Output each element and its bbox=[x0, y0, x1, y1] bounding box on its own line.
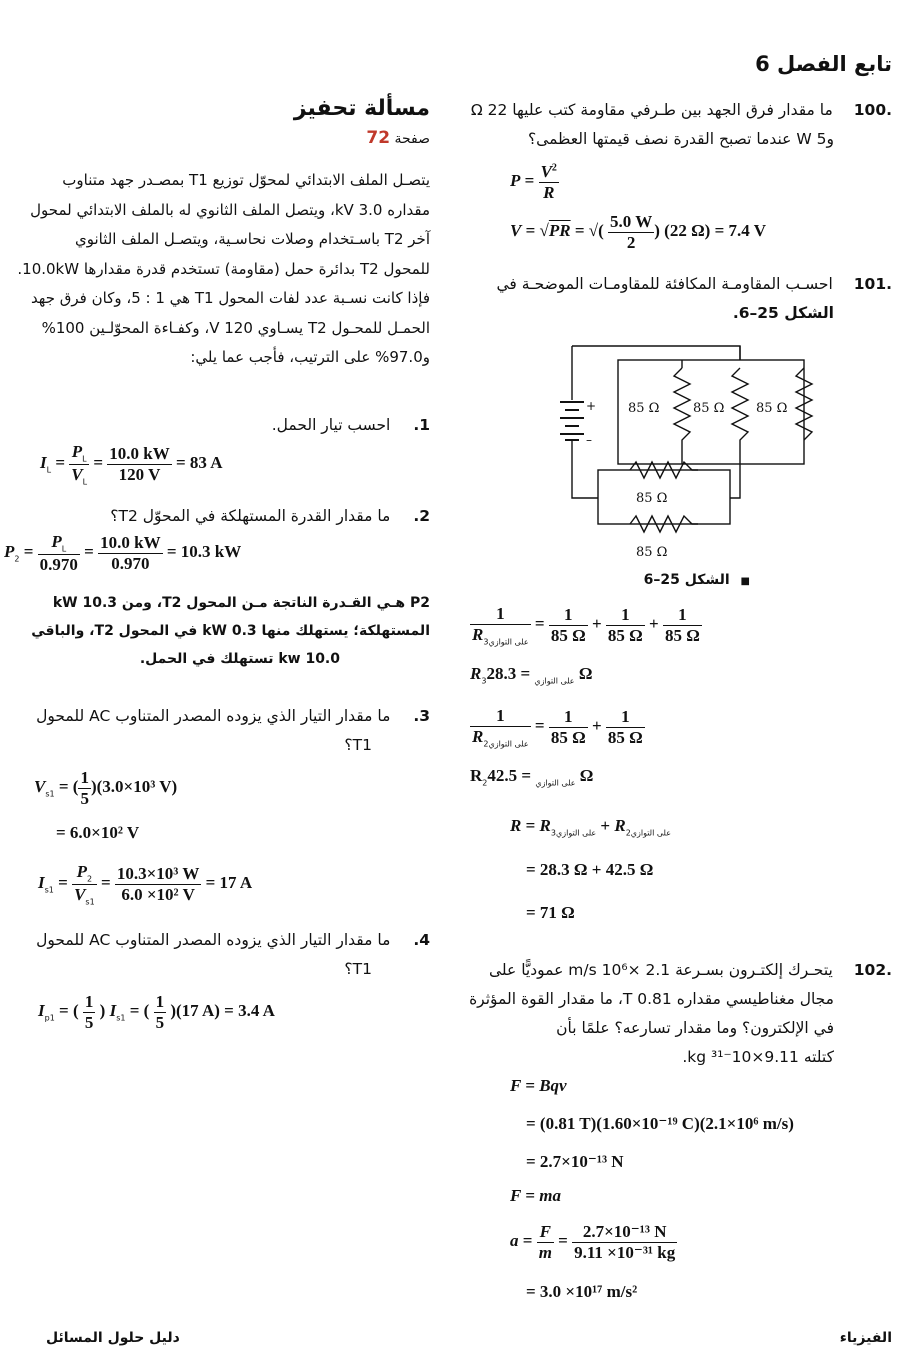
parallel-label: على التوازي bbox=[555, 828, 597, 838]
equation-r3-reciprocal: $\frac{1}{R_{3على التوازي}}$ = $\frac{1}{85 \Omega}$ + $\frac{1}{85 \Omega}$ + $\frac{1}{85 \Omega}$ bbox=[472, 604, 700, 646]
sub-question-text-2: T1؟ bbox=[344, 736, 372, 754]
question-100 bbox=[462, 96, 892, 154]
parallel-label: على التوازي bbox=[630, 828, 671, 838]
caption-text: الشكل 25–6 bbox=[643, 572, 730, 588]
sub-question-number: 2. bbox=[413, 507, 430, 525]
eq1-result: = 83 A bbox=[176, 452, 223, 472]
sub-question-number: 3. bbox=[413, 707, 430, 725]
r2-value: = 42.5 Ω bbox=[487, 766, 594, 785]
equation-secondary-current: $I_{s1}$ = $\frac{P_2}{V_{s1}}$ = $\frac{\text{10.3×10³ W}}{\text{6.0 ×10² V}}$ = 17 A bbox=[38, 862, 253, 906]
eq3a: (3.0×10³ V) bbox=[96, 776, 178, 796]
intro-line: الحمـل للمحـول T2 يسـاوي 120 V، وكفـاءة المحوّلـين 100% bbox=[41, 318, 430, 337]
question-text: في الإلكترون؟ وما مقدار تسارعه؟ علمًا بأن bbox=[556, 1019, 834, 1037]
intro-line: مقداره 3.0 kV، ويتصل الملف الثانوي له بالملف الابتدائي لمحول bbox=[30, 200, 430, 219]
intro-line: و97.0% على الترتيب، فأجب عما يلي: bbox=[190, 348, 430, 366]
equation-r-total: = 71 Ω bbox=[526, 903, 575, 922]
equation-acceleration: a = $\frac{F}{m}$ = $\frac{\text{2.7×10⁻¹³ N}}{\text{9.11 ×10⁻³¹ kg}}$ bbox=[510, 1222, 676, 1262]
eq2-result: = 10.3 kW bbox=[166, 541, 242, 561]
sub-question-2 bbox=[110, 502, 430, 531]
battery-plus-sign: + bbox=[586, 399, 597, 413]
parallel-label: على التوازي bbox=[488, 636, 529, 646]
challenge-page-ref bbox=[366, 128, 430, 148]
equation-force-formula: F = Bqv bbox=[510, 1076, 567, 1095]
question-number: .101 bbox=[853, 275, 892, 293]
challenge-intro bbox=[0, 166, 430, 373]
question-text: ما مقدار فرق الجهد بين طـرفي مقاومة كتب عليها 22 Ω bbox=[470, 101, 833, 119]
intro-line: للمحول T2 بدائرة حمل (مقاومة) تستخدم قدرة مقدارها 10.0kW. bbox=[17, 259, 430, 278]
equation-r2-reciprocal: $\frac{1}{R_{2على التوازي}}$ = $\frac{1}{85 \Omega}$ + $\frac{1}{85 \Omega}$ bbox=[472, 706, 643, 748]
sub-question-text: ما مقدار التيار الذي يزوده المصدر المتناوب AC للمحول bbox=[36, 707, 391, 725]
equation-primary-current: $I_{p1}$ = ( $\frac{1}{5}$ ) $I_{s1}$ = ( $\frac{1}{5}$ )(17 A) = 3.4 A bbox=[38, 992, 275, 1032]
page-number: 72 bbox=[366, 128, 391, 148]
equation-force-result: = 2.7×10⁻¹³ N bbox=[526, 1152, 624, 1171]
question-text: يتحـرك إلكتـرون بسـرعة 2.1 ×10⁶ m/s عموديًّا على bbox=[488, 961, 833, 979]
eq3c-result: = 17 A bbox=[205, 872, 253, 892]
resistor-label: 85 Ω bbox=[756, 401, 788, 416]
circuit-diagram bbox=[550, 340, 820, 570]
equation-r2-result: $R_2$ $_{على التوازي}$ = 42.5 Ω bbox=[470, 766, 594, 788]
question-101 bbox=[462, 270, 892, 328]
equation-load-current: $I_L$ = $\frac{P_L}{V_L}$ = $\frac{10.0 kW}{120 V}$ = 83 A bbox=[40, 442, 223, 486]
question-text: مجال مغناطيسي مقداره 0.81 T، ما مقدار القوة المؤثرة bbox=[469, 990, 834, 1008]
question-number: .100 bbox=[853, 101, 892, 119]
sub-question-text: ما مقدار القدرة المستهلكة في المحوّل T2؟ bbox=[110, 507, 391, 525]
page-label: صفحة bbox=[394, 131, 430, 147]
equation-r-sum: $R = R_{3على التوازي} + R_{2على التوازي}$ bbox=[510, 816, 671, 838]
intro-line: فإذا كانت نسـبة عدد لفات المحول T1 هي 1 : 5، وكان فرق جهد bbox=[30, 289, 430, 307]
footer-subject: الفيزياء bbox=[839, 1330, 892, 1346]
sub-question-4 bbox=[36, 926, 430, 984]
battery-minus-sign: – bbox=[586, 433, 592, 447]
note-line: 10.0 kw تستهلك في الحمل. bbox=[139, 651, 340, 667]
sub-question-text: احسب تيار الحمل. bbox=[271, 416, 391, 434]
equation-force-values: = (0.81 T)(1.60×10⁻¹⁹ C)(2.1×10⁶ m/s) bbox=[526, 1114, 794, 1133]
equation-power-formula: P = $\frac{V^2}{R}$ bbox=[510, 162, 557, 202]
chapter-header: تابع الفصل 6 bbox=[755, 52, 892, 76]
sub-question-1 bbox=[272, 411, 430, 440]
question-text: كتلته 9.11×10⁻³¹ kg. bbox=[682, 1048, 834, 1066]
r3-value: = 28.3 Ω bbox=[486, 664, 593, 683]
sub-question-number: 1. bbox=[413, 416, 430, 434]
power-note bbox=[0, 589, 430, 673]
resistor-label: 85 Ω bbox=[636, 491, 668, 506]
parallel-label: على التوازي bbox=[535, 778, 576, 788]
equation-voltage: V = √PR = √( $\frac{5.0 W}{2}$ ) (22 Ω) = 7.4 V bbox=[510, 212, 767, 252]
figure-caption bbox=[644, 572, 750, 588]
equation-newton-second-law: F = ma bbox=[510, 1186, 561, 1205]
question-text: احسـب المقاومـة المكافئة للمقاومـات الموضحـة في bbox=[496, 275, 833, 293]
footer-guide: دليل حلول المسائل bbox=[46, 1330, 180, 1346]
sub-question-3 bbox=[36, 702, 430, 760]
equation-secondary-voltage-result: = 6.0×10² V bbox=[56, 823, 140, 842]
sub-question-text: ما مقدار التيار الذي يزوده المصدر المتناوب AC للمحول bbox=[36, 931, 391, 949]
parallel-label: على التوازي bbox=[488, 738, 529, 748]
question-102 bbox=[462, 956, 892, 1072]
q100-result: = 7.4 V bbox=[714, 220, 767, 240]
intro-line: آخر T2 باسـتخدام وصلات نحاسـية، ويتصـل الملف الثانوي bbox=[74, 230, 430, 248]
question-text: و5 W عندما تصبح القدرة نصف قيمتها العظمى؟ bbox=[527, 130, 834, 148]
intro-line: يتصـل الملف الابتدائي لمحوّل توزيع T1 بمصـدر جهد متناوب bbox=[62, 171, 430, 189]
question-number: .102 bbox=[853, 961, 892, 979]
resistor-label: 85 Ω bbox=[628, 401, 660, 416]
note-line: المستهلكة؛ يستهلك منها 0.3 kW في المحول T2، والباقي bbox=[31, 623, 430, 639]
challenge-title: مسألة تحفيز bbox=[293, 96, 430, 121]
equation-r-sum-values: = 28.3 Ω + 42.5 Ω bbox=[526, 860, 654, 879]
caption-bullet: ■ bbox=[740, 576, 750, 587]
equation-secondary-voltage: $V_{s1}$ = ( $\frac{1}{5}$ )(3.0×10³ V) bbox=[34, 768, 178, 808]
equation-acceleration-result: = 3.0 ×10¹⁷ m/s² bbox=[526, 1282, 638, 1301]
note-line: P2 هـي القـدرة الناتجة مـن المحول T2، ومن 10.3 kW bbox=[52, 595, 430, 611]
resistor-label: 85 Ω bbox=[636, 545, 668, 560]
equation-power-t2: $P_2$ = $\frac{P_L}{0.970}$ = $\frac{10.0 kW}{0.970}$ = 10.3 kW bbox=[4, 532, 242, 574]
question-text: الشكل 25–6. bbox=[732, 304, 834, 322]
sub-question-number: 4. bbox=[413, 931, 430, 949]
resistor-label: 85 Ω bbox=[693, 401, 725, 416]
equation-r3-result: $R_3$ $_{على التوازي}$ = 28.3 Ω bbox=[470, 664, 593, 686]
eq4: (17 A) = 3.4 A bbox=[176, 1000, 275, 1020]
parallel-label: على التوازي bbox=[534, 676, 575, 686]
sub-question-text-2: T1؟ bbox=[344, 960, 372, 978]
